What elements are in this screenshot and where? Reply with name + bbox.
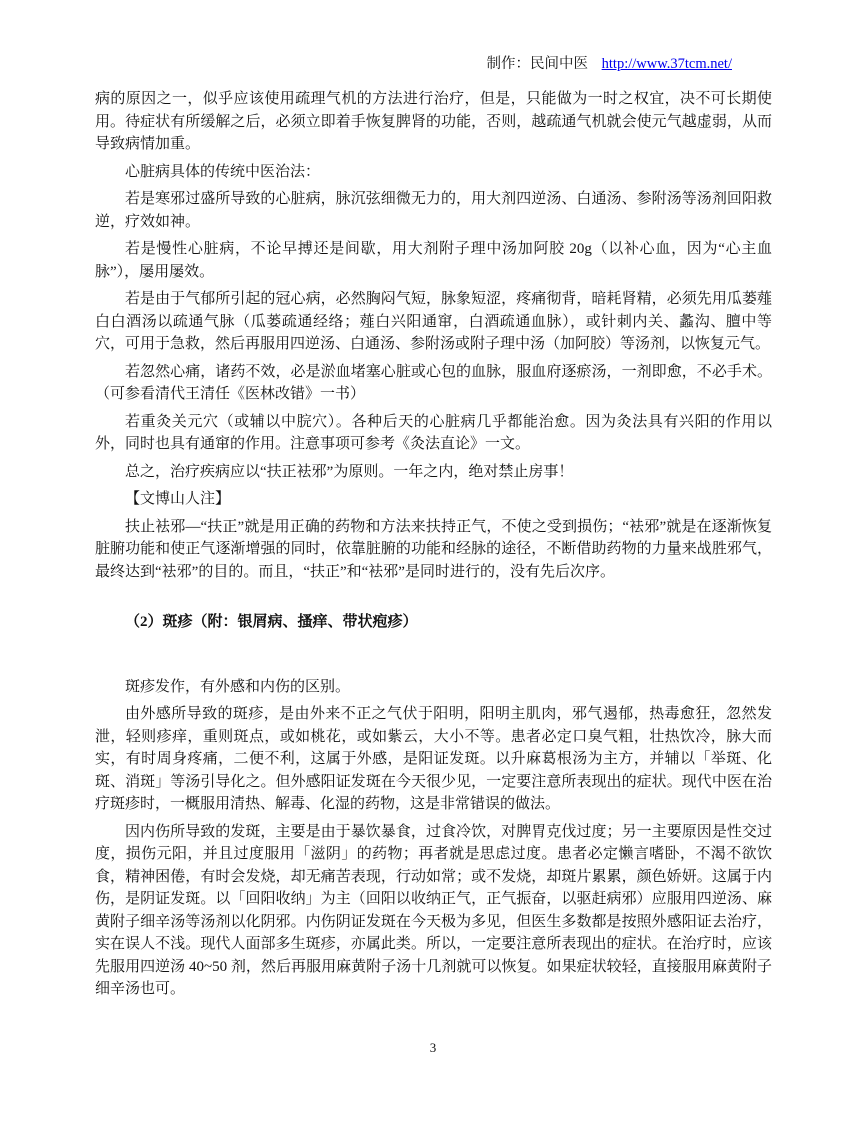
paragraph: 若是由于气郁所引起的冠心病，必然胸闷气短，脉象短涩，疼痛彻背，暗耗肾精，必须先用瓜蒌薤白白酒汤以疏通气脉（瓜蒌疏通经络；薤白兴阳通窜，白酒疏通血脉），或针刺内关、蠡沟、膻中等穴，可用于急救，然后再服用四逆汤、白通汤、参附汤或附子理中汤（加阿胶）等汤剂，以恢复元气。 (95, 291, 772, 352)
paragraph: 若重灸关元穴（或辅以中脘穴）。各种后天的心脏病几乎都能治愈。因为灸法具有兴阳的作用以外，同时也具有通窜的作用。注意事项可参考《灸法直论》一文。 (95, 413, 772, 452)
paragraph: 心脏病具体的传统中医治法： (125, 163, 321, 180)
note-author-label: 【文博山人注】 (125, 491, 231, 507)
header-url-link[interactable]: http://www.37tcm.net/ (601, 56, 732, 72)
paragraph-continuation: 病的原因之一，似乎应该使用疏理气机的方法进行治疗，但是，只能做为一时之权宜，决不可长期使用。待症状有所缓解之后，必须立即着手恢复脾肾的功能，否则，越疏通气机就会使元气越虚弱，从而导致病情加重。 (95, 91, 772, 152)
paragraph: 因内伤所导致的发斑，主要是由于暴饮暴食，过食冷饮，对脾胃克伐过度；另一主要原因是性交过度，损伤元阳，并且过度服用「滋阴」的药物；再者就是思虑过度。患者必定懒言嗜卧，不渴不欲饮食，精神困倦，有时会发烧，却无痛苦表现，行动如常；或不发烧，却斑片累累，颜色娇妍。这属于内伤，是阴证发斑。以「回阳收纳」为主（回阳以收纳正气，正气振奋，以驱赶病邪）应服用四逆汤、麻黄附子细辛汤等汤剂以化阴邪。内伤阴证发斑在今天极为多见，但医生多数都是按照外感阳证去治疗，实在误人不浅。现代人面部多生斑疹，亦属此类。所以，一定要注意所表现出的症状。在治疗时，应该先服用四逆汤 40~50 剂，然后再服用麻黄附子汤十几剂就可以恢复。如果症状较轻，直接服用麻黄附子细辛汤也可。 (95, 823, 772, 997)
note-paragraph: 扶止袪邪—“扶正”就是用正确的药物和方法来扶持正气，不使之受到损伤；“袪邪”就是在逐渐恢复脏腑功能和使正气逐渐增强的同时，依靠脏腑的功能和经脉的途径，不断借助药物的力量来战胜邪气，最终达到“袪邪”的目的。而且，“扶正”和“袪邪”是同时进行的，没有先后次序。 (95, 518, 772, 580)
paragraph: 若是寒邪过盛所导致的心脏病，脉沉弦细微无力的，用大剂四逆汤、白通汤、参附汤等汤剂回阳救逆，疗效如神。 (95, 191, 772, 230)
paragraph: 由外感所导致的斑疹，是由外来不正之气伏于阳明，阳明主肌肉，邪气遏郁，热毒愈狂，忽然发泄，轻则疹痒，重则斑点，或如桃花，或如紫云，大小不等。患者必定口臭气粗，壮热饮冷，脉大而实，有时周身疼痛，二便不利，这属于外感，是阳证发斑。以升麻葛根汤为主方，并辅以「举斑、化斑、消斑」等汤引导化之。但外感阳证发斑在今天很少见，一定要注意所表现出的症状。现代中医在治疗斑疹时，一概服用清热、解毒、化湿的药物，这是非常错误的做法。 (95, 706, 772, 812)
doc-header (95, 54, 772, 74)
doc-body (95, 88, 772, 1006)
paragraph: 斑疹发作，有外感和内伤的区别。 (125, 678, 351, 695)
paragraph: 总之，治疗疾病应以“扶正袪邪”为原则。一年之内，绝对禁止房事！ (125, 463, 574, 480)
page-number: 3 (429, 1040, 437, 1055)
section-heading: （2）斑疹（附：银屑病、搔痒、带状疱疹） (125, 614, 418, 630)
paragraph: 若忽然心痛，诸药不效，必是淤血堵塞心脏或心包的血脉，服血府逐瘀汤，一剂即愈，不必手术。（可参看清代王清任《医林改错》一书） (95, 363, 772, 402)
header-maker-label: 制作：民间中医 (486, 56, 589, 72)
paragraph: 若是慢性心脏病，不论早搏还是间歇，用大剂附子理中汤加阿胶 20g（以补心血，因为“心主血脉”），屡用屡效。 (95, 241, 772, 280)
